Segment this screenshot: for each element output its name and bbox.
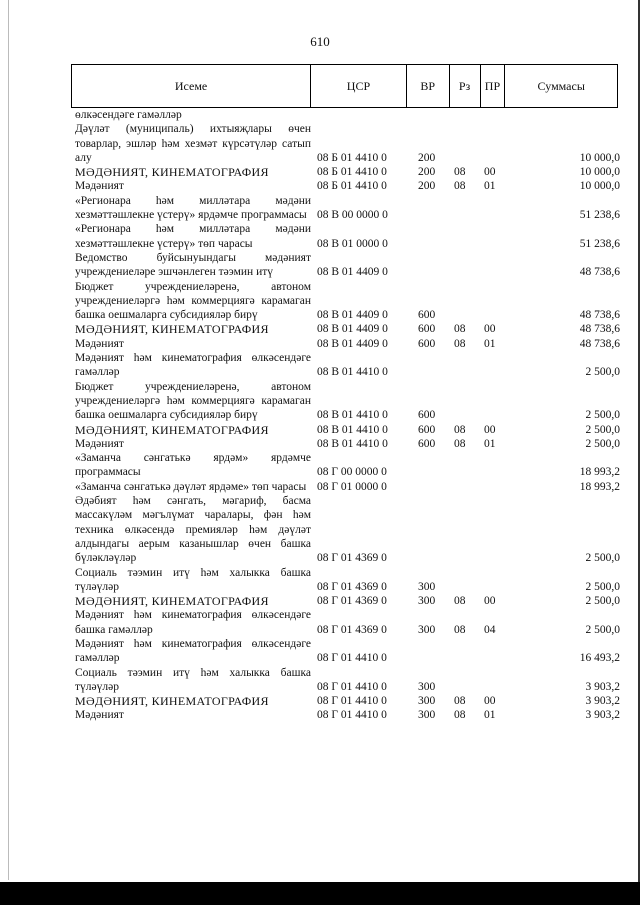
cell-name: Бюджет учреждениеләренә, автоном учреждениеләргә һәм коммерциягә карамаган башка оешмаларга субсидияләр бирү (75, 380, 311, 422)
scan-bottom-border (0, 882, 640, 905)
cell-vr: 200 (418, 166, 436, 179)
cell-csr: 08 В 01 4409 0 (317, 266, 388, 279)
cell-vr: 600 (418, 337, 436, 350)
cell-sum: 2 500,0 (585, 409, 620, 422)
cell-sum: 2 500,0 (585, 580, 620, 593)
header-vr: ВР (407, 65, 450, 107)
cell-vr: 300 (418, 695, 436, 708)
cell-csr: 08 В 01 4410 0 (317, 366, 388, 379)
cell-name: МӘДӘНИЯТ, КИНЕМАТОГРАФИЯ (75, 594, 269, 609)
table-row (75, 322, 620, 336)
cell-name: Мәдәният һәм кинематография өлкәсендәге гамәлләр (75, 637, 311, 665)
table-row (75, 222, 620, 251)
cell-sum: 2 500,0 (585, 595, 620, 608)
cell-name: Әдәбият һәм сәнгать, мәгариф, басма массакүләм мәгълүмат чаралары, фән һәм техника өлкәсендә премияләр һәм дәүләт алдындагы аерым казанышлар өчен башка бүләкләүләр (75, 495, 311, 565)
cell-csr: 08 В 00 0000 0 (317, 209, 388, 222)
cell-sum: 2 500,0 (585, 423, 620, 436)
cell-csr: 08 Г 01 4410 0 (317, 695, 387, 708)
cell-csr: 08 В 01 4409 0 (317, 337, 388, 350)
cell-rz: 08 (454, 323, 466, 336)
cell-name: Мәдәният һәм кинематография өлкәсендәге башка гамәлләр (75, 609, 311, 636)
cell-pr: 01 (484, 180, 496, 193)
table-row (75, 108, 620, 122)
cell-csr: 08 В 01 4410 0 (317, 437, 388, 450)
cell-name: «Регионара һәм милләтара мәдәни хезмәттәшлекне үстерү» төп чарасы (75, 223, 311, 250)
table-row (75, 566, 620, 595)
cell-vr: 600 (418, 437, 436, 450)
cell-sum: 18 993,2 (579, 480, 620, 493)
cell-sum: 51 238,6 (579, 237, 620, 250)
cell-rz: 08 (454, 423, 466, 436)
cell-sum: 48 738,6 (579, 337, 620, 350)
cell-name: Бюджет учреждениеләренә, автоном учреждениеләргә һәм коммерциягә карамаган башка оешмаларга субсидияләр бирү (75, 280, 311, 322)
table-row (75, 637, 620, 666)
cell-name: Мәдәният (75, 180, 124, 193)
cell-csr: 08 Б 01 4410 0 (317, 180, 387, 193)
cell-vr: 600 (418, 323, 436, 336)
cell-csr: 08 Б 01 4410 0 (317, 166, 387, 179)
cell-name: өлкәсендәге гамәлләр (75, 109, 182, 121)
cell-csr: 08 В 01 0000 0 (317, 237, 388, 250)
table-row (75, 494, 620, 565)
cell-sum: 10 000,0 (579, 151, 620, 164)
cell-name: Ведомство буйсынуындагы мәдәният учреждениеләре эшчәнлеген тәэмин итү (75, 251, 311, 279)
cell-csr: 08 В 01 4409 0 (317, 309, 388, 322)
cell-name: Социаль тәэмин итү һәм халыкка башка түләүләр (75, 566, 311, 593)
cell-vr: 600 (418, 309, 436, 322)
table-row (75, 423, 620, 437)
cell-pr: 00 (484, 166, 496, 179)
cell-sum: 3 903,2 (585, 680, 620, 693)
table-header (71, 64, 618, 108)
cell-sum: 48 738,6 (579, 309, 620, 322)
cell-sum: 48 738,6 (579, 323, 620, 336)
table-row (75, 351, 620, 380)
table-row (75, 451, 620, 480)
table-row (75, 437, 620, 451)
cell-name: Мәдәният һәм кинематография өлкәсендәге гамәлләр (75, 352, 311, 379)
cell-csr: 08 В 01 4410 0 (317, 409, 388, 422)
cell-sum: 3 903,2 (585, 709, 620, 722)
cell-name: Мәдәният (75, 437, 124, 450)
table-row (75, 251, 620, 280)
cell-vr: 300 (418, 595, 436, 608)
table-row (75, 380, 620, 423)
table-row (75, 122, 620, 165)
cell-sum: 2 500,0 (585, 437, 620, 450)
page-number: 610 (310, 34, 330, 49)
cell-name: «Заманча сәнгатькә ярдәм» ярдәмче программасы (75, 452, 311, 479)
cell-csr: 08 Г 01 4369 0 (317, 552, 387, 565)
cell-name: МӘДӘНИЯТ, КИНЕМАТОГРАФИЯ (75, 694, 269, 709)
cell-csr: 08 В 01 4410 0 (317, 423, 388, 436)
table-row (75, 179, 620, 193)
cell-sum: 2 500,0 (585, 552, 620, 565)
cell-vr: 300 (418, 580, 436, 593)
cell-sum: 51 238,6 (579, 209, 620, 222)
cell-vr: 200 (418, 180, 436, 193)
cell-name: «Заманча сәнгатькә дәүләт ярдәме» төп чарасы (75, 480, 307, 493)
cell-rz: 08 (454, 180, 466, 193)
cell-sum: 3 903,2 (585, 695, 620, 708)
cell-pr: 04 (484, 623, 496, 636)
cell-sum: 18 993,2 (579, 466, 620, 479)
table-row (75, 337, 620, 351)
cell-vr: 200 (418, 151, 436, 164)
table-row (75, 608, 620, 637)
cell-vr: 300 (418, 623, 436, 636)
table-body (75, 108, 620, 723)
cell-rz: 08 (454, 709, 466, 722)
cell-pr: 00 (484, 595, 496, 608)
cell-rz: 08 (454, 595, 466, 608)
cell-csr: 08 Б 01 4410 0 (317, 151, 387, 164)
cell-name: МӘДӘНИЯТ, КИНЕМАТОГРАФИЯ (75, 422, 269, 437)
cell-csr: 08 Г 01 0000 0 (317, 480, 387, 493)
cell-sum: 2 500,0 (585, 623, 620, 636)
cell-sum: 2 500,0 (585, 366, 620, 379)
cell-sum: 16 493,2 (579, 652, 620, 665)
cell-pr: 00 (484, 695, 496, 708)
cell-pr: 00 (484, 323, 496, 336)
cell-name: Дәүләт (муниципаль) ихтыяҗлары өчен товарлар, эшләр һәм хезмәт күрсәтүләр сатып алу (75, 123, 311, 164)
cell-pr: 00 (484, 423, 496, 436)
table-row (75, 694, 620, 708)
table-row (75, 194, 620, 223)
cell-vr: 600 (418, 423, 436, 436)
cell-vr: 300 (418, 709, 436, 722)
cell-csr: 08 В 01 4409 0 (317, 323, 388, 336)
table-row (75, 480, 620, 494)
header-csr: ЦСР (311, 65, 407, 107)
cell-name: МӘДӘНИЯТ, КИНЕМАТОГРАФИЯ (75, 322, 269, 337)
cell-csr: 08 Г 01 4369 0 (317, 580, 387, 593)
cell-rz: 08 (454, 695, 466, 708)
cell-vr: 600 (418, 409, 436, 422)
table-row (75, 165, 620, 179)
cell-csr: 08 Г 01 4369 0 (317, 623, 387, 636)
cell-csr: 08 Г 01 4369 0 (317, 595, 387, 608)
cell-sum: 10 000,0 (579, 166, 620, 179)
table-row (75, 280, 620, 323)
cell-name: Мәдәният (75, 337, 124, 350)
cell-csr: 08 Г 01 4410 0 (317, 709, 387, 722)
table-row (75, 708, 620, 722)
cell-rz: 08 (454, 166, 466, 179)
table-row (75, 666, 620, 695)
scan-edge-left (8, 0, 9, 880)
cell-name: Мәдәният (75, 709, 124, 722)
cell-name: МӘДӘНИЯТ, КИНЕМАТОГРАФИЯ (75, 165, 269, 180)
cell-csr: 08 Г 00 0000 0 (317, 466, 387, 479)
cell-pr: 01 (484, 337, 496, 350)
cell-pr: 01 (484, 709, 496, 722)
cell-name: «Регионара һәм милләтара мәдәни хезмәттәшлекне үстерү» ярдәмче программасы (75, 194, 311, 222)
cell-sum: 10 000,0 (579, 180, 620, 193)
header-name: Исеме (72, 65, 311, 107)
cell-rz: 08 (454, 623, 466, 636)
cell-rz: 08 (454, 437, 466, 450)
cell-sum: 48 738,6 (579, 266, 620, 279)
header-pr: ПР (481, 65, 506, 107)
cell-rz: 08 (454, 337, 466, 350)
cell-vr: 300 (418, 680, 436, 693)
header-rz: Рз (450, 65, 481, 107)
cell-name: Социаль тәэмин итү һәм халыкка башка түләүләр (75, 666, 311, 693)
table-row (75, 594, 620, 608)
cell-csr: 08 Г 01 4410 0 (317, 680, 387, 693)
cell-pr: 01 (484, 437, 496, 450)
header-sum: Суммасы (537, 78, 585, 93)
cell-csr: 08 Г 01 4410 0 (317, 652, 387, 665)
